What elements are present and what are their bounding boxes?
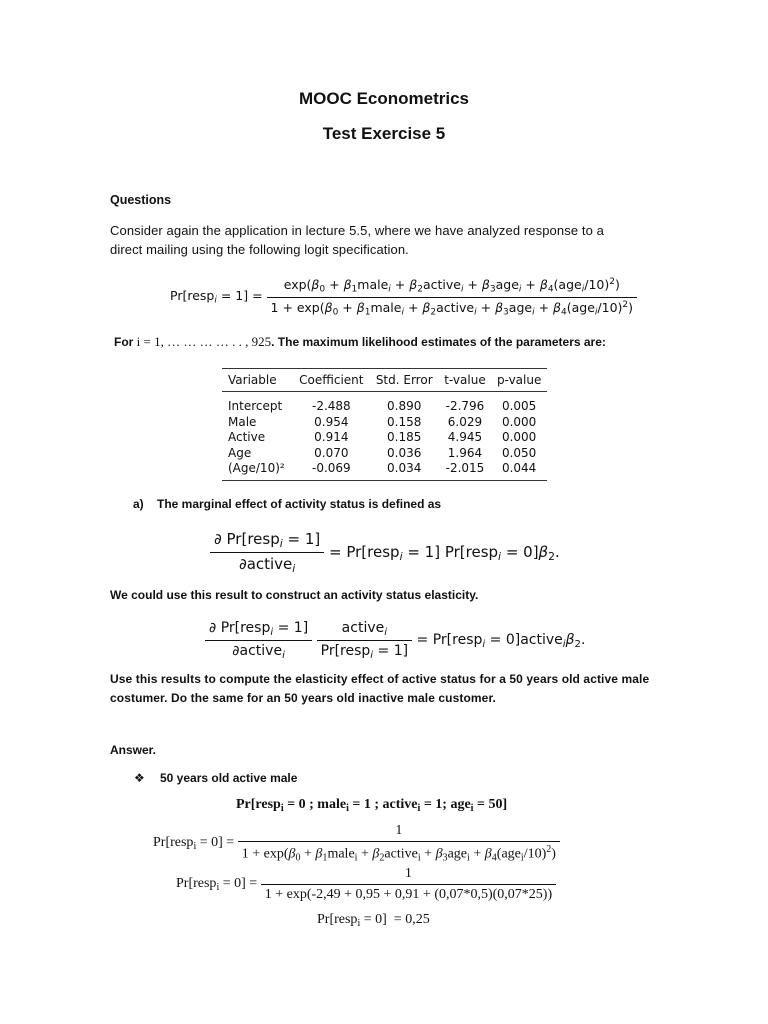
- cell-t-value: -2.015: [439, 461, 492, 480]
- document-subtitle: Test Exercise 5: [322, 124, 446, 143]
- intro-paragraph: [110, 221, 670, 259]
- table-row: [222, 461, 547, 480]
- part-a-label: a): [133, 497, 144, 511]
- col-header-coefficient: Coefficient: [293, 369, 370, 392]
- cell-coefficient: 0.070: [314, 445, 349, 460]
- cell-std-error: 0.034: [370, 461, 439, 480]
- table-row: [222, 430, 547, 446]
- condition-formula: Pr[resp$_i$ = 0 ; male$_i$ = 1 ; active$_i$ = 1; age$_i$ = 50]: [236, 797, 508, 815]
- col-header-p-value: p-value: [491, 369, 547, 392]
- table-row: [222, 446, 547, 462]
- for-prefix: For: [114, 335, 137, 349]
- estimates-table: [222, 368, 547, 481]
- cell-coefficient: -2.488: [311, 399, 351, 413]
- diamond-bullet-icon: ❖: [134, 771, 145, 785]
- cell-variable: Age: [228, 445, 252, 460]
- task-line-1: Use this results to compute the elasticity effect of active status for a 50 years old active male: [110, 672, 650, 686]
- for-range: i = 1, … … … … . . , 925: [136, 334, 272, 349]
- marginal-effect-formula: $\frac{\partial Pr[resp_i = 1]}{\partial active_i}$ = Pr[resp$_i$ = 1] Pr[resp$_i$ = $0]\beta_2$.: [210, 530, 560, 575]
- cell-p-value: 0.044: [491, 461, 547, 480]
- cell-t-value: 4.945: [447, 430, 483, 444]
- cell-variable: (Age/10)²: [222, 461, 293, 480]
- table-header-row: [222, 369, 547, 392]
- cell-t-value: 6.029: [447, 414, 483, 429]
- cell-t-value: -2.796: [445, 399, 485, 413]
- table-row: [222, 392, 547, 415]
- part-a-text: The marginal effect of activity status is defined as: [157, 497, 442, 511]
- general-probability-formula: Pr[resp$_i$ = 0] = $\frac{1}{1 + \exp(\beta_0 + \beta_1male_i + \beta_2active_i + \beta_3age_i + \beta_4(age_i/10)^2)}$: [153, 823, 560, 864]
- intro-line-1: Consider again the application in lecture 5.5, where we have analyzed response to a: [110, 223, 604, 238]
- task-paragraph: [110, 670, 670, 708]
- intro-line-2: direct mailing using the following logit specification.: [110, 242, 409, 257]
- cell-p-value: 0.050: [501, 445, 537, 460]
- logit-specification-formula: Pr[resp$_i$ = 1] = $\frac{\exp(\beta_0 + \beta_1male_i + \beta_2active_i + \beta_3age_i + \beta_4(age_i/10)^2)}{1 + \exp(\beta_0 + \beta_1male_i + \beta_2active_i + \beta_3age_i + \beta_4(age_i/10)^2)}$: [170, 277, 637, 317]
- for-suffix: . The maximum likelihood estimates of the parameters are:: [271, 335, 606, 349]
- cell-variable: Male: [228, 414, 257, 429]
- cell-std-error: 0.890: [387, 399, 422, 413]
- answer-heading: Answer.: [110, 743, 157, 757]
- cell-std-error: 0.036: [387, 445, 422, 460]
- probability-result: Pr[resp$_i$ = 0] = 0,25: [317, 912, 430, 930]
- questions-heading: Questions: [110, 193, 172, 207]
- cell-std-error: 0.185: [387, 430, 422, 444]
- col-header-variable: Variable: [222, 369, 293, 392]
- col-header-t-value: t-value: [439, 369, 492, 392]
- cell-p-value: 0.000: [501, 430, 537, 444]
- cell-coefficient: -0.069: [293, 461, 370, 480]
- cell-variable: Intercept: [228, 399, 283, 413]
- numeric-probability-formula: Pr[resp$_i$ = 0] = $\frac{1}{1 + \exp(-2,49 + 0,95 + 0,91 + (0,07*0,5)(0,07*25))}$: [176, 866, 556, 903]
- numeric-denominator: 1 + exp(-2,49 + 0,95 + 0,91 + (0,07*0,5)(0,07*25)): [261, 884, 556, 903]
- sample-range-line: [114, 334, 606, 350]
- result-value: 0,25: [405, 912, 430, 927]
- elasticity-formula: $\frac{\partial Pr[resp_i = 1]}{\partial active_i}$ $\frac{active_i}{Pr[resp_i = 1]}$ = Pr[resp$_i$ = $0]active_i\beta_2$.: [205, 620, 585, 661]
- bullet-label: 50 years old active male: [160, 771, 298, 785]
- document-title: MOOC Econometrics: [298, 89, 470, 108]
- col-header-std-error: Std. Error: [370, 369, 439, 392]
- cell-p-value: 0.005: [501, 399, 537, 413]
- cell-p-value: 0.000: [501, 414, 537, 429]
- elasticity-text: We could use this result to construct an activity status elasticity.: [110, 588, 479, 602]
- cell-coefficient: 0.954: [314, 414, 349, 429]
- table-row: [222, 415, 547, 431]
- cell-coefficient: 0.914: [314, 430, 349, 444]
- task-line-2: costumer. Do the same for an 50 years old inactive male customer.: [110, 691, 496, 705]
- cell-variable: Active: [228, 430, 266, 444]
- cell-std-error: 0.158: [387, 414, 422, 429]
- cell-t-value: 1.964: [447, 445, 483, 460]
